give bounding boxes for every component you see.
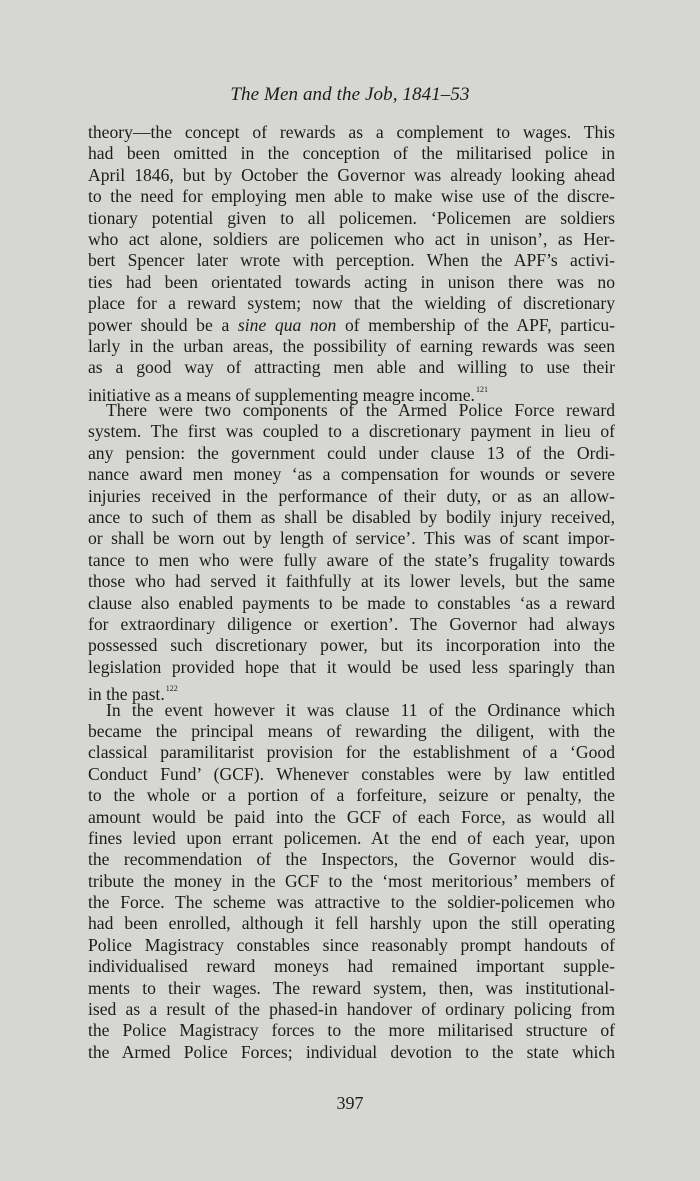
text-run: Conduct Fund’ (GCF). Whenever constables were by law entitled xyxy=(88,763,615,784)
text-line xyxy=(88,165,615,186)
text-run: place for a reward system; now that the wielding of discretionary xyxy=(88,293,615,314)
text-run: possessed such discretionary power, but its incorporation into the xyxy=(88,635,615,656)
text-line xyxy=(88,700,615,721)
text-run: April 1846, but by October the Governor was already looking ahead xyxy=(88,164,615,185)
text-run: nance award men money ‘as a compensation for wounds or severe xyxy=(88,464,615,485)
text-run: had been omitted in the conception of the militarised police in xyxy=(88,143,615,164)
text-line xyxy=(88,357,615,378)
body-text xyxy=(88,122,615,1063)
text-run: had been enrolled, although it fell harshly upon the still operating xyxy=(88,913,615,934)
text-run: legislation provided hope that it would be used less sparingly than xyxy=(88,656,615,677)
text-run: power should be a xyxy=(88,314,238,335)
text-line xyxy=(88,892,615,913)
text-line xyxy=(88,593,615,614)
text-line xyxy=(88,849,615,870)
text-run: classical paramilitarist provision for the establishment of a ‘Good xyxy=(88,742,615,763)
text-line xyxy=(88,935,615,956)
text-run: the recommendation of the Inspectors, the Governor would dis- xyxy=(88,849,615,870)
text-run: ance to such of them as shall be disabled by bodily injury received, xyxy=(88,507,615,528)
text-run: the Armed Police Forces; individual devotion to the state which xyxy=(88,1041,615,1062)
text-line xyxy=(88,315,615,336)
text-line xyxy=(88,785,615,806)
text-run: larly in the urban areas, the possibility of earning rewards was seen xyxy=(88,335,615,356)
text-line xyxy=(88,721,615,742)
text-run: ments to their wages. The reward system, then, was institutional- xyxy=(88,977,615,998)
text-line xyxy=(88,635,615,656)
text-run: clause also enabled payments to be made to constables ‘as a reward xyxy=(88,592,615,613)
text-line xyxy=(88,807,615,828)
text-run: theory—the concept of rewards as a complement to wages. This xyxy=(88,122,615,142)
text-line xyxy=(88,379,615,405)
text-run: those who had served it faithfully at its lower levels, but the same xyxy=(88,571,615,592)
text-line xyxy=(88,913,615,934)
text-line xyxy=(88,143,615,164)
text-line xyxy=(88,764,615,785)
text-line xyxy=(88,443,615,464)
text-line xyxy=(88,550,615,571)
text-run: In the event however it was clause 11 of the Ordinance which xyxy=(106,699,615,720)
running-head: The Men and the Job, 1841–53 xyxy=(230,84,470,105)
text-line xyxy=(88,464,615,485)
text-line xyxy=(88,828,615,849)
text-run: injuries received in the performance of their duty, or as an allow- xyxy=(88,485,615,506)
footnote-reference[interactable]: 121 xyxy=(475,384,488,394)
text-run: initiative as a means of supplementing meagre income. xyxy=(88,384,475,405)
text-run: who act alone, soldiers are policemen who act in unison’, as Her- xyxy=(88,228,615,249)
text-run: the Force. The scheme was attractive to the soldier-policemen who xyxy=(88,892,615,913)
text-run: of membership of the APF, particu- xyxy=(336,314,615,335)
text-run: any pension: the government could under clause 13 of the Ordi- xyxy=(88,442,615,463)
italic-phrase: sine qua non xyxy=(237,314,337,335)
text-run: to the whole or a portion of a forfeiture, seizure or penalty, the xyxy=(88,785,615,806)
text-run: as a good way of attracting men able and willing to use their xyxy=(88,357,615,378)
text-run: for extraordinary diligence or exertion’. The Governor had always xyxy=(88,613,615,634)
text-line xyxy=(88,528,615,549)
text-line xyxy=(88,742,615,763)
text-line xyxy=(88,571,615,592)
text-run: in the past. xyxy=(88,684,165,705)
text-run: There were two components of the Armed Police Force reward xyxy=(106,400,615,421)
text-run: tionary potential given to all policemen. ‘Policemen are soldiers xyxy=(88,207,615,228)
text-line xyxy=(88,871,615,892)
text-line xyxy=(88,999,615,1020)
text-line xyxy=(88,272,615,293)
text-run: ised as a result of the phased-in handover of ordinary policing from xyxy=(88,999,615,1020)
text-line xyxy=(88,956,615,977)
text-run: system. The first was coupled to a discretionary payment in lieu of xyxy=(88,421,615,442)
text-line xyxy=(88,1020,615,1041)
text-line xyxy=(88,229,615,250)
text-run: individualised reward moneys had remained important supple- xyxy=(88,956,615,977)
text-run: the Police Magistracy forces to the more militarised structure of xyxy=(88,1020,615,1041)
text-line xyxy=(88,657,615,678)
text-line xyxy=(88,678,615,705)
text-run: tance to men who were fully aware of the state’s frugality towards xyxy=(88,549,615,570)
text-line xyxy=(88,978,615,999)
text-run: became the principal means of rewarding the diligent, with the xyxy=(88,720,615,741)
text-line xyxy=(88,186,615,207)
text-line xyxy=(88,486,615,507)
text-line xyxy=(88,421,615,442)
text-line xyxy=(88,250,615,271)
text-run: amount would be paid into the GCF of each Force, as would all xyxy=(88,806,615,827)
text-run: tribute the money in the GCF to the ‘most meritorious’ members of xyxy=(88,870,615,891)
text-line xyxy=(88,614,615,635)
text-run: to the need for employing men able to make wise use of the discre- xyxy=(88,186,615,207)
text-line xyxy=(88,293,615,314)
page-number: 397 xyxy=(336,1093,364,1113)
text-run: Police Magistracy constables since reasonably prompt handouts of xyxy=(88,934,615,955)
text-run: bert Spencer later wrote with perception. When the APF’s activi- xyxy=(88,250,615,271)
text-run: fines levied upon errant policemen. At the end of each year, upon xyxy=(88,827,615,848)
footnote-reference[interactable]: 122 xyxy=(165,684,178,694)
text-line xyxy=(88,1042,615,1063)
text-line xyxy=(88,400,615,421)
text-line xyxy=(88,507,615,528)
text-line xyxy=(88,122,615,143)
text-run: or shall be worn out by length of service’. This was of scant impor- xyxy=(88,528,615,549)
text-line xyxy=(88,336,615,357)
text-run: ties had been orientated towards acting in unison there was no xyxy=(88,271,615,292)
text-line xyxy=(88,208,615,229)
